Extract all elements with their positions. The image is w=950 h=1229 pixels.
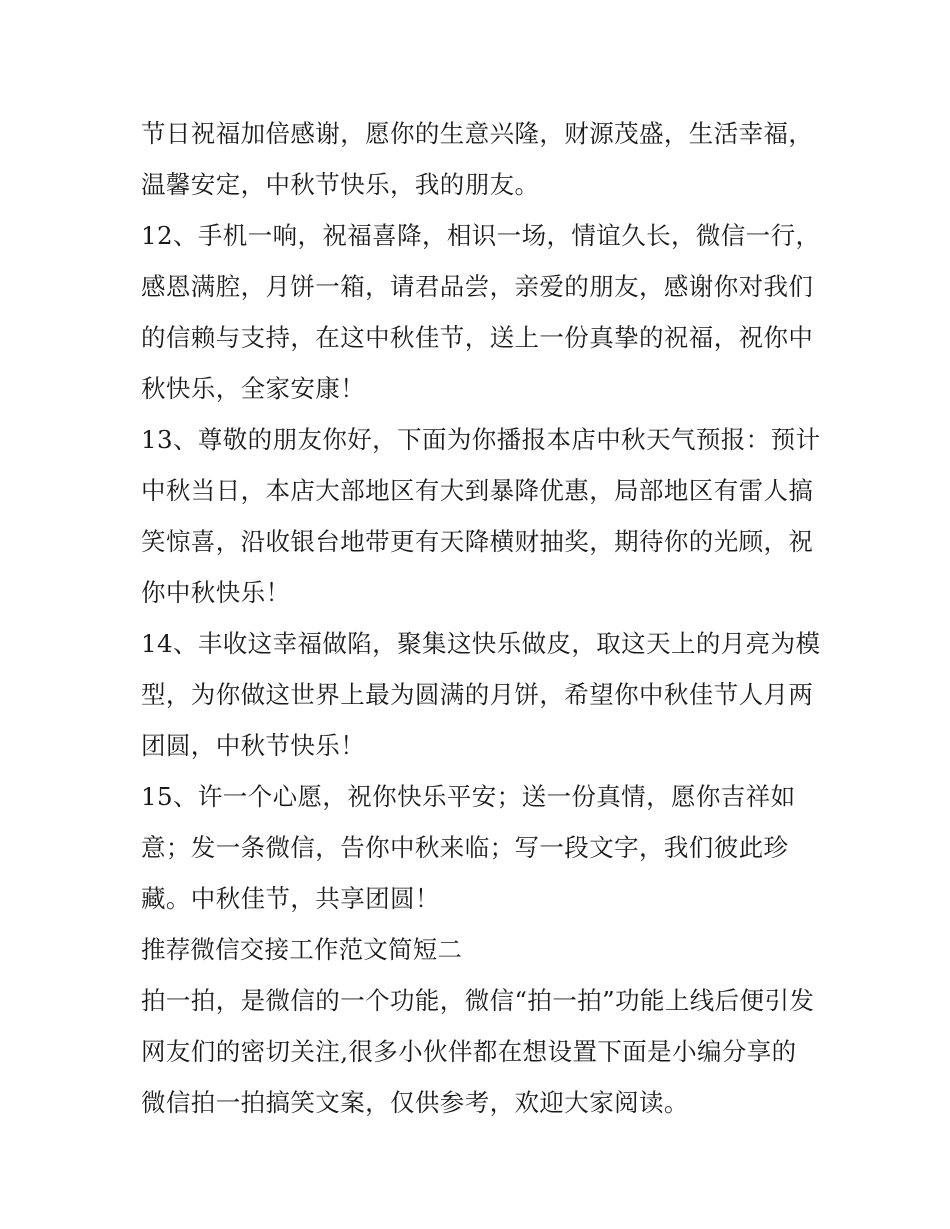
document-body: [141, 108, 821, 1128]
text-line: 的信赖与支持，在这中秋佳节，送上一份真挚的祝福，祝你中: [141, 323, 814, 352]
text-line: 节日祝福加倍感谢，愿你的生意兴隆，财源茂盛，生活幸福，: [141, 119, 814, 148]
text-line: 笑惊喜，沿收银台地带更有天降横财抽奖，期待你的光顾，祝: [141, 527, 814, 556]
text-line: 温馨安定，中秋节快乐，我的朋友。: [141, 170, 540, 199]
text-line: 感恩满腔，月饼一箱，请君品尝，亲爱的朋友，感谢你对我们: [141, 272, 814, 301]
text-line: 15、许一个心愿，祝你快乐平安；送一份真情，愿你吉祥如: [141, 782, 796, 811]
text-line: 藏。中秋佳节，共享团圆！: [141, 884, 440, 913]
text-line: 拍一拍，是微信的一个功能，微信“拍一拍”功能上线后便引发: [141, 986, 815, 1015]
text-line: 意；发一条微信，告你中秋来临；写一段文字，我们彼此珍: [141, 833, 789, 862]
text-line: 13、尊敬的朋友你好，下面为你播报本店中秋天气预报：预计: [141, 425, 821, 454]
text-line: 你中秋快乐！: [141, 578, 291, 607]
text-line: 14、丰收这幸福做陷，聚集这快乐做皮，取这天上的月亮为模: [141, 629, 821, 658]
text-line: 团圆，中秋节快乐！: [141, 731, 366, 760]
text-line: 12、手机一响，祝福喜降，相识一场，情谊久长，微信一行，: [141, 221, 821, 250]
section-heading: 推荐微信交接工作范文简短二: [141, 935, 463, 964]
text-line: 网友们的密切关注,很多小伙伴都在想设置下面是小编分享的: [141, 1037, 797, 1066]
text-line: 中秋当日，本店大部地区有大到暴降优惠，局部地区有雷人搞: [141, 476, 814, 505]
text-line: 型，为你做这世界上最为圆满的月饼，希望你中秋佳节人月两: [141, 680, 814, 709]
text-line: 秋快乐，全家安康！: [141, 374, 366, 403]
text-line: 微信拍一拍搞笑文案，仅供参考，欢迎大家阅读。: [141, 1088, 689, 1117]
